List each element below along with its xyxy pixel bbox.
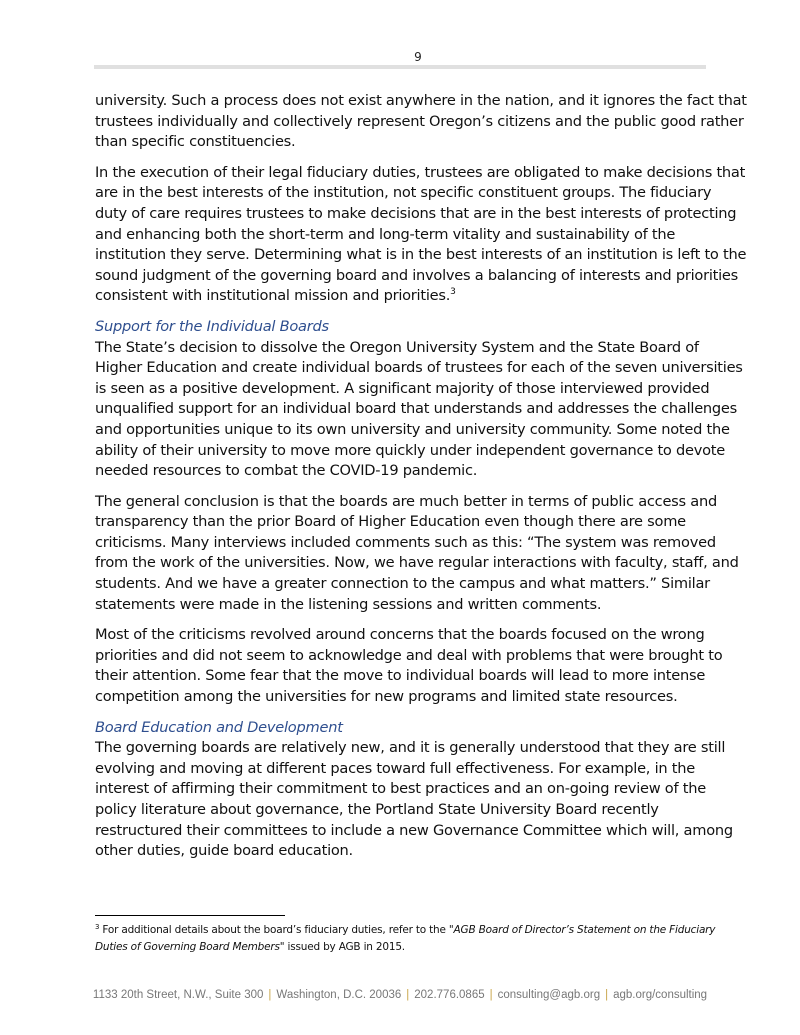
footnote <box>95 922 745 956</box>
section-heading: Board Education and Development <box>95 718 343 736</box>
footer-separator: | <box>605 989 609 1001</box>
body-content <box>95 91 747 872</box>
paragraph-text: In the execution of their legal fiduciary duties, trustees are obligated to make decisions that are in the best interests of the institution, not specific constituent groups. The fiduciary duty of care requires trustees to make decisions that are in the best interests of protecting and enhancing both the short-term and long-term vitality and sustainability of the institution they serve. Determining what is in the best interests of an institution is left to the sound judgment of the governing board and involves a balancing of interests and priorities consistent with institutional mission and priorities. <box>95 163 747 305</box>
paragraph: The governing boards are relatively new, and it is generally understood that they are still evolving and moving at different paces toward full effectiveness. For example, in the interest of affirming their commitment to best practices and an on-going review of the policy literature about governance, the Portland State University Board recently restructured their committees to include a new Governance Committee which will, among other duties, guide board education. <box>95 739 733 860</box>
header-rule <box>94 65 706 69</box>
footer-separator: | <box>268 989 272 1001</box>
footer-phone: 202.776.0865 <box>414 989 485 1001</box>
footnote-text: For additional details about the board’s fiduciary duties, refer to the <box>99 924 449 936</box>
paragraph: The State’s decision to dissolve the Oregon University System and the State Board of Higher Education and create individual boards of trustees for each of the seven universities is seen as a positive development. A significant majority of those interviewed provided unqualified support for an individual board that understands and addresses the challenges and opportunities unique to its own university and university community. Some noted the ability of their university to move more quickly under independent governance to devote needed resources to combat the COVID-19 pandemic. <box>95 338 743 480</box>
footer-separator: | <box>489 989 493 1001</box>
footer-website-link[interactable]: agb.org/consulting <box>613 989 708 1001</box>
paragraph <box>95 163 747 307</box>
paragraph: The general conclusion is that the boards are much better in terms of public access and transparency than the prior Board of Higher Education even though there are some criticisms. Many interviews included comments such as this: “The system was removed from the work of the universities. Now, we have regular interactions with faculty, staff, and students. And we have a greater connection to the campus and what matters.” Similar statements were made in the listening sessions and written comments. <box>95 492 739 613</box>
footnote-title: "AGB Board of Director’s Statement on the Fiduciary Duties of Governing Board Members" <box>95 924 716 953</box>
footnote-rule <box>95 915 285 916</box>
page-footer <box>0 989 800 1001</box>
section-heading: Support for the Individual Boards <box>95 317 329 335</box>
footnote-reference[interactable]: 3 <box>450 287 456 298</box>
footer-address: 1133 20th Street, N.W., Suite 300 <box>92 989 264 1001</box>
footer-separator: | <box>406 989 410 1001</box>
paragraph: Most of the criticisms revolved around concerns that the boards focused on the wrong priorities and did not seem to acknowledge and deal with problems that were brought to their attention. Some fear that the move to individual boards will lead to more intense competition among the universities for new programs and limited state resources. <box>95 626 723 706</box>
footer-email-link[interactable]: consulting@agb.org <box>497 989 601 1001</box>
footer-city: Washington, D.C. 20036 <box>276 989 402 1001</box>
page-number: 9 <box>414 50 422 64</box>
footnote-number: 3 <box>95 923 100 931</box>
footnote-text: issued by AGB in 2015. <box>284 941 405 953</box>
paragraph: university. Such a process does not exist anywhere in the nation, and it ignores the fact that trustees individually and collectively represent Oregon’s citizens and the public good rather than specific constituencies. <box>95 92 747 151</box>
